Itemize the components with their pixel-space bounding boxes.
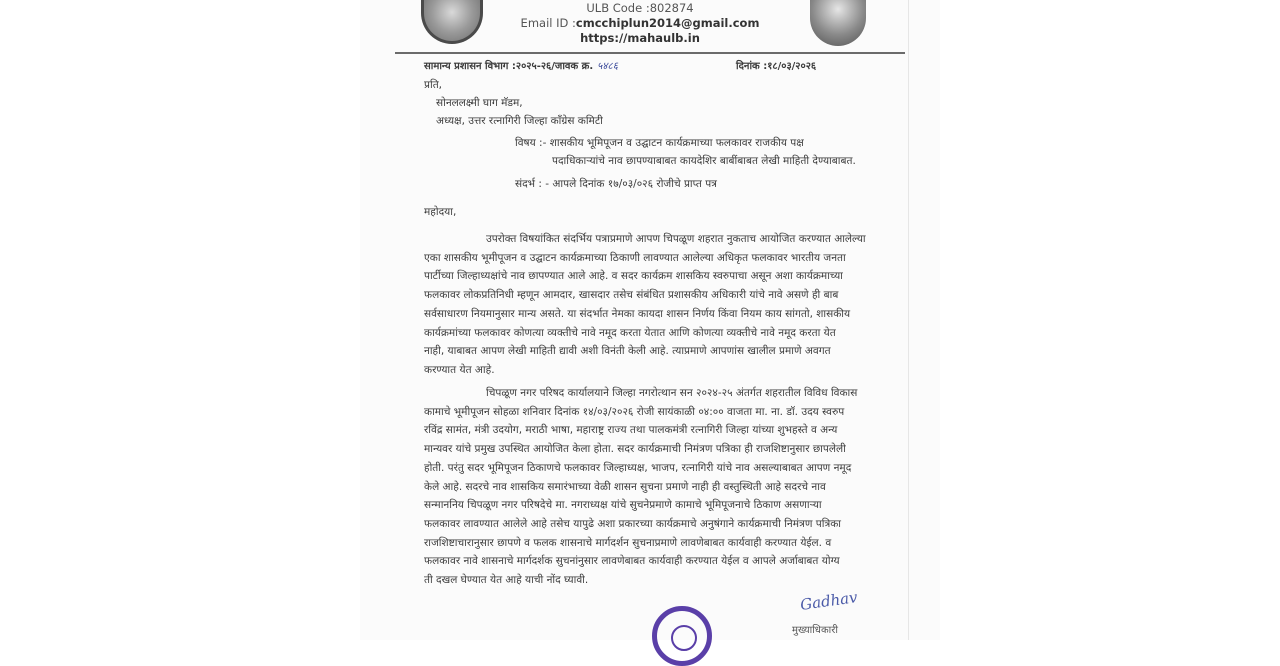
greeting: महोदया, [424,206,457,218]
email-address: cmcchiplun2014@gmail.com [575,16,760,30]
paragraph-1-line: कार्यक्रमांच्या फलकावर कोणत्या व्यक्तीचे नावे नमूद करता येतात आणि कोणत्या व्यक्तीचे नावे नमूद करता येत [424,326,836,339]
paragraph-2-line: कामाचे भूमीपूजन सोहळा शनिवार दिनांक १४/०३/२०२६ रोजी सायंकाळी ०४:०० वाजता मा. ना. डॉ. उदय स्वरुप [424,405,845,418]
recipient-designation: अध्यक्ष, उत्तर रत्नागिरी जिल्हा कॉंग्रेस कमिटी [436,115,603,127]
paragraph-1-line: पार्टीच्या जिल्हाध्यक्षांचे नाव छापण्यात आले आहे. व सदर कार्यक्रम शासकिय स्वरुपाचा असून अशा कार्यक्रमाच्या [424,270,843,283]
outward-reference [424,58,618,72]
paragraph-1-line: सर्वसाधारण नियमानुसार मान्य असते. या संदर्भात नेमका कायदा शासन निर्णय किंवा नियम काय सांगतो, शासकीय [424,307,851,320]
paragraph-2-line: राजशिष्टाचारानुसार छापणे व फलक शासनाचे मार्गदर्शन सुचनाप्रमाणे लावणेबाबत कार्यवाही करण्यात येईल. व [424,536,832,549]
letter-date: दिनांक :१८/०३/२०२६ [736,61,817,72]
recipient-name: सोनललक्ष्मी घाग मॅडम, [436,97,523,109]
reference-letter: संदर्भ : - आपले दिनांक १७/०३/०२६ रोजीचे प्राप्त पत्र [515,178,717,190]
header-divider [395,52,905,54]
website-link: https://mahaulb.in [580,31,700,45]
paragraph-2-line: ती दखल घेण्यात येत आहे याची नोंद घ्यावी. [424,574,589,587]
paragraph-2-line: फलकावर नावे शासनाचे मार्गदर्शक सुचनांनुसार लावणेबाबत कार्यवाही करण्यात येईल व आपले अर्जाबाबत योग्य [424,555,840,568]
email-line [480,16,800,30]
paragraph-1 [424,230,886,380]
paragraph-1-line: उपरोक्त विषयांकित संदर्भिय पत्राप्रमाणे आपण चिपळूण शहरात नुकताच आयोजित करण्यात आलेल्या [486,233,866,245]
paragraph-1-line: एका शासकीय भूमीपूजन व उद्घाटन कार्यक्रमाच्या ठिकाणी लावण्यात आलेल्या अधिकृत फलकावर भारतीय जनता [424,251,846,264]
signature: Gadhav [799,588,859,614]
paragraph-1-line: करण्यात येत आहे. [424,363,495,376]
page-edge-divider [908,0,909,640]
paragraph-2 [424,384,886,590]
email-label: Email ID : [520,16,576,30]
subject-line-1: विषय :- शासकीय भूमिपूजन व उद्घाटन कार्यक्रमाच्या फलकावर राजकीय पक्ष [515,137,804,149]
paragraph-2-line: फलकावर लावण्यात आलेले आहे तसेच यापुढे अशा प्रकारच्या कार्यक्रमाचे अनुषंगाने कार्यक्रमाची निमंत्रण पत्रिका [424,517,842,530]
office-seal-icon [652,606,712,666]
paragraph-2-line: चिपळूण नगर परिषद कार्यालयाने जिल्हा नगरोत्थान सन २०२४-२५ अंतर्गत शहरातील विविध विकास [486,387,858,399]
paragraph-2-line: मान्यवर यांचे प्रमुख उपस्थित आयोजित केला होता. सदर कार्यक्रमाची निमंत्रण पत्रिका ही राजशिष्टानुसार छापलेली [424,443,846,456]
paragraph-2-line: सन्माननिय चिपळूण नगर परिषदेचे मा. नगराध्यक्ष यांचे सुचनेप्रमाणे कामाचे भूमिपूजनाचे ठिकाण असणाऱ्या [424,499,822,512]
paragraph-1-line: नाही, याबाबत आपण लेखी माहिती द्यावी अशी विनंती केली आहे. त्याप्रमाणे आपणांस खालील प्रमाणे अवगत [424,345,831,358]
paragraph-2-line: रविंद्र सामंत, मंत्री उदयोग, मराठी भाषा, महाराष्ट्र राज्य तथा पालकमंत्री रत्नागिरी जिल्हा यांच्या शुभहस्ते व अन्य [424,424,838,437]
signatory-title: मुख्याधिकारी [792,625,838,636]
department-ref: सामान्य प्रशासन विभाग :२०२५-२६/जावक क्र. [424,61,594,72]
paragraph-2-line: होती. परंतु सदर भूमिपूजन ठिकाणचे फलकावर जिल्हाध्यक्ष, भाजप, रत्नागिरी यांचे नाव असल्याबाबत आपण नमूद [424,461,852,474]
ulb-code: ULB Code :802874 [586,1,694,15]
recipient-to: प्रति, [424,79,443,91]
outward-number: ५४८६ [597,61,618,72]
paragraph-2-line: केले आहे. सदरचे नाव शासकिय समारंभाच्या वेळी शासन सुचना प्रमाणे नाही ही वस्तुस्थिती आहे सदरचे नाव [424,480,826,493]
paragraph-1-line: फलकावर लोकप्रतिनिधी म्हणून आमदार, खासदार तसेच संबंधित प्रशासकीय अधिकारी यांचे नावे असणे ही बाब [424,289,839,302]
subject-line-2: पदाधिकाऱ्यांचे नाव छापण्याबाबत कायदेशिर बाबींबाबत लेखी माहिती देण्याबाबत. [552,155,856,167]
